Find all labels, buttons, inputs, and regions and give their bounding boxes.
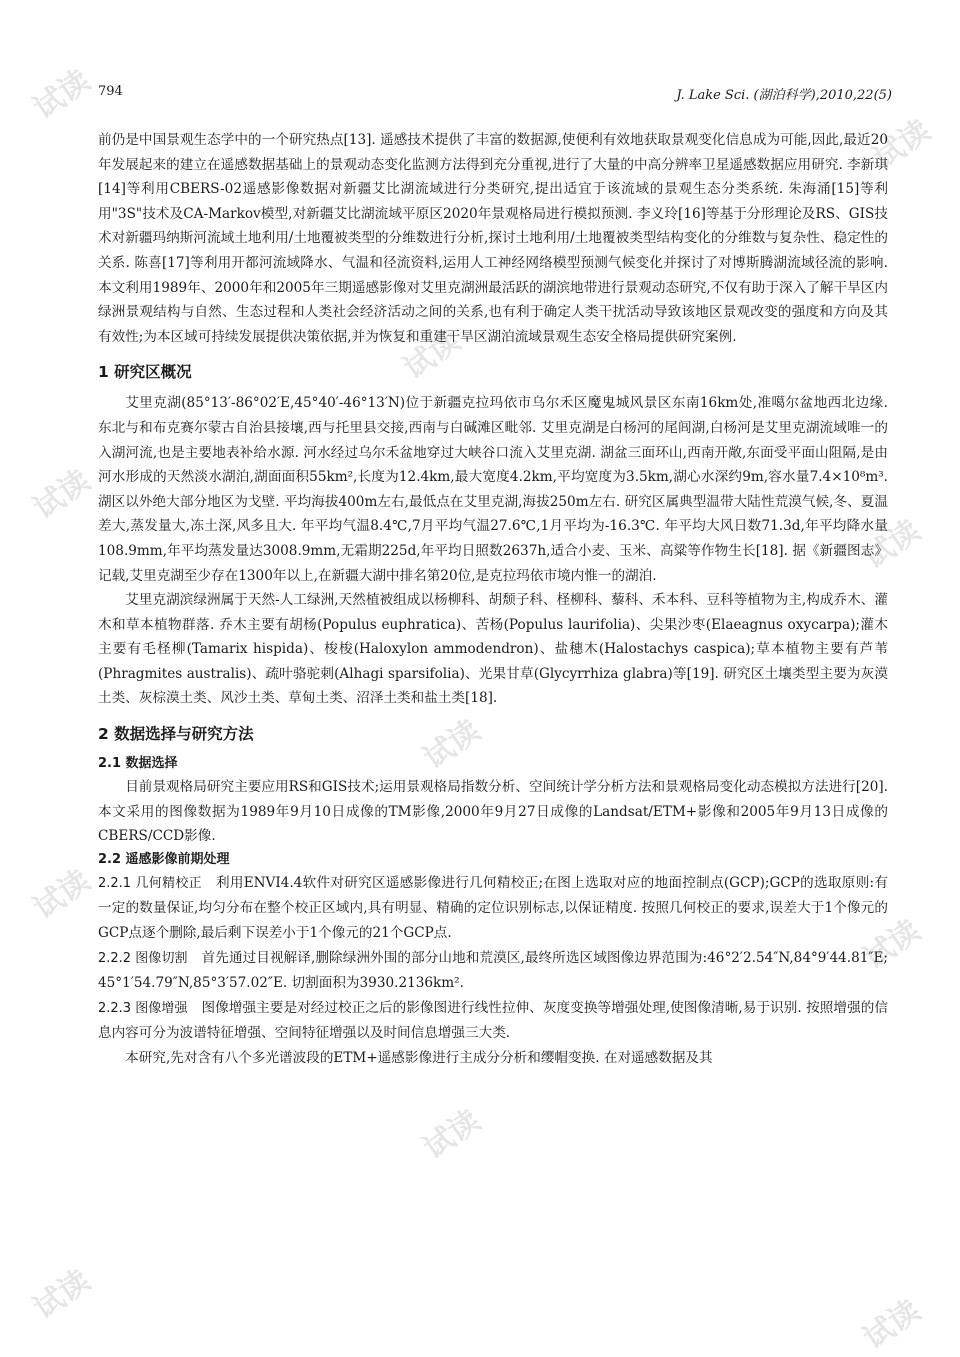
watermark: 试读 [857,1293,927,1357]
subsection-2-2-1-paragraph [98,871,888,946]
subsection-2-2-1-text: 利用ENVI4.4软件对研究区遥感影像进行几何精校正;在图上选取对应的地面控制点(GCP);GCP的选取原则:有一定的数量保证,均匀分布在整个校正区域内,具有明显、精确的定位识别标志,以保证精度. 按照几何校正的要求,误差大于1个像元的GCP点逐个删除,最后剩下误差小于1个像元的21个GCP点. [98,874,889,942]
watermark: 试读 [27,863,97,927]
section-1-paragraph-1: 艾里克湖(85°13′-86°02′E,45°40′-46°13′N)位于新疆克拉玛依市乌尔禾区魔鬼城风景区东南16km处,准噶尔盆地西北边缘. 东北与和布克赛尔蒙古自治县接壤,西与托里县交接,西南与白碱滩区毗邻. 艾里克湖是白杨河的尾闾湖,白杨河是艾里克湖流域唯一的入湖河流,也是主要地表补给水源. 河水经过乌尔禾盆地穿过大峡谷口流入艾里克湖. 湖盆三面环山,西南开敞,东面受平面山阻隔,是由河水形成的天然淡水湖泊,湖面面积55km²,长度为12.4km,最大宽度4.2km,平均宽度为3.5km,湖心水深约9m,容水量7.4×10⁸m³. 湖区以外绝大部分地区为戈壁. 平均海拔400m左右,最低点在艾里克湖,海拔250m左右. 研究区属典型温带大陆性荒漠气候,冬、夏温差大,蒸发量大,冻土深,风多且大. 年平均气温8.4℃,7月平均气温27.6℃,1月平均为-16.3℃. 年平均大风日数71.3d,年平均降水量108.9mm,年平均蒸发量达3008.9mm,无霜期225d,年平均日照数2637h,适合小麦、玉米、高粱等作物生长[18]. 据《新疆图志》记载,艾里克湖至少存在1300年以上,在新疆大湖中排名第20位,是克拉玛依市境内惟一的湖泊. [98,395,888,584]
article-body [98,128,888,1071]
subsection-2-2-3-text: 图像增强主要是对经过校正之后的影像图进行线性拉伸、灰度变换等增强处理,使图像清晰,易于识别. 按照增强的信息内容可分为波谱特征增强、空间特征增强以及时间信息增强三大类. [98,999,888,1042]
subsection-2-2-2-heading: 2.2.2 图像切割 [98,950,188,966]
section-1-paragraph-2: 艾里克湖滨绿洲属于天然-人工绿洲,天然植被组成以杨柳科、胡颓子科、柽柳科、藜科、禾本科、豆科等植物为主,构成乔木、灌木和草本植物群落. 乔木主要有胡杨(Populus euphratica)、苦杨(Populus laurifolia)、尖果沙枣(Elaeagnus oxycarpa);灌木主要有毛柽柳(Tamarix hispida)、梭梭(Haloxylon ammodendron)、盐穗木(Halostachys caspica);草本植物主要有芦苇(Phragmites australis)、疏叶骆驼刺(Alhagi sparsifolia)、光果甘草(Glycyrrhiza glabra)等[19]. 研究区土壤类型主要为灰漠土类、灰棕漠土类、风沙土类、草甸土类、沼泽土类和盐土类[18]. [98,592,888,707]
watermark: 试读 [417,1103,487,1167]
watermark: 试读 [867,113,937,177]
subsection-2-2-1-heading: 2.2.1 几何精校正 [98,875,202,891]
subsection-2-2-heading: 2.2 遥感影像前期处理 [98,851,230,867]
page-number: 794 [98,84,123,99]
watermark: 试读 [27,463,97,527]
subsection-2-2-3-heading: 2.2.3 图像增强 [98,1000,188,1016]
subsection-2-2-2-text: 首先通过目视解译,删除绿洲外围的部分山地和荒漠区,最终所选区域图像边界范围为:46°2′2.54″N,84°9′44.81″E; 45°1′54.79″N,85°3′57.02″E. 切割面积为3930.2136km². [98,949,888,992]
subsection-2-2-3-paragraph [98,996,888,1046]
final-paragraph: 本研究,先对含有八个多光谱波段的ETM+遥感影像进行主成分分析和缨帽变换. 在对遥感数据及其 [125,1050,713,1066]
watermark: 试读 [857,513,927,577]
section-2-heading: 2 数据选择与研究方法 [98,725,254,744]
journal-citation: J. Lake Sci. (湖泊科学),2010,22(5) [676,88,892,103]
subsection-2-1-paragraph: 目前景观格局研究主要应用RS和GIS技术;运用景观格局指数分析、空间统计学分析方法和景观格局变化动态模拟方法进行[20]. 本文采用的图像数据为1989年9月10日成像的TM影像,2000年9月27日成像的Landsat/ETM+影像和2005年9月13日成像的CBERS/CCD影像. [98,779,888,845]
watermark: 试读 [857,913,927,977]
subsection-2-2-2-paragraph [98,946,888,996]
watermark: 试读 [27,1263,97,1327]
watermark: 试读 [27,63,97,127]
intro-paragraph: 前仍是中国景观生态学中的一个研究热点[13]. 遥感技术提供了丰富的数据源,使便利有效地获取景观变化信息成为可能,因此,最近20年发展起来的建立在遥感数据基础上的景观动态变化监测方法得到充分重视,进行了大量的中高分辨率卫星遥感数据应用研究. 李新琪[14]等利用CBERS-02遥感影像数据对新疆艾比湖流域进行分类研究,提出适宜于该流域的景观生态分类系统. 朱海涌[15]等利用"3S"技术及CA-Markov模型,对新疆艾比湖流域平原区2020年景观格局进行模拟预测. 李义玲[16]等基于分形理论及RS、GIS技术对新疆玛纳斯河流域土地利用/土地覆被类型的分维数进行分析,探讨土地利用/土地覆被类型结构变化的分维数与复杂性、稳定性的关系. 陈喜[17]等利用开都河流域降水、气温和径流资料,运用人工神经网络模型预测气候变化并探讨了对博斯腾湖流域径流的影响. 本文利用1989年、2000年和2005年三期遥感影像对艾里克湖洲最活跃的湖滨地带进行景观动态研究,不仅有助于深入了解干旱区内绿洲景观结构与自然、生态过程和人类社会经济活动之间的关系,也有利于确定人类干扰活动导致该地区景观改变的强度和方向及其有效性;为本区域可持续发展提供决策依据,并为恢复和重建干旱区湖泊流域景观生态安全格局提供研究案例. [98,132,888,345]
section-1-heading: 1 研究区概况 [98,363,192,382]
page-header [98,84,892,104]
watermark: 试读 [397,323,467,387]
subsection-2-1-heading: 2.1 数据选择 [98,756,178,772]
watermark: 试读 [417,713,487,777]
